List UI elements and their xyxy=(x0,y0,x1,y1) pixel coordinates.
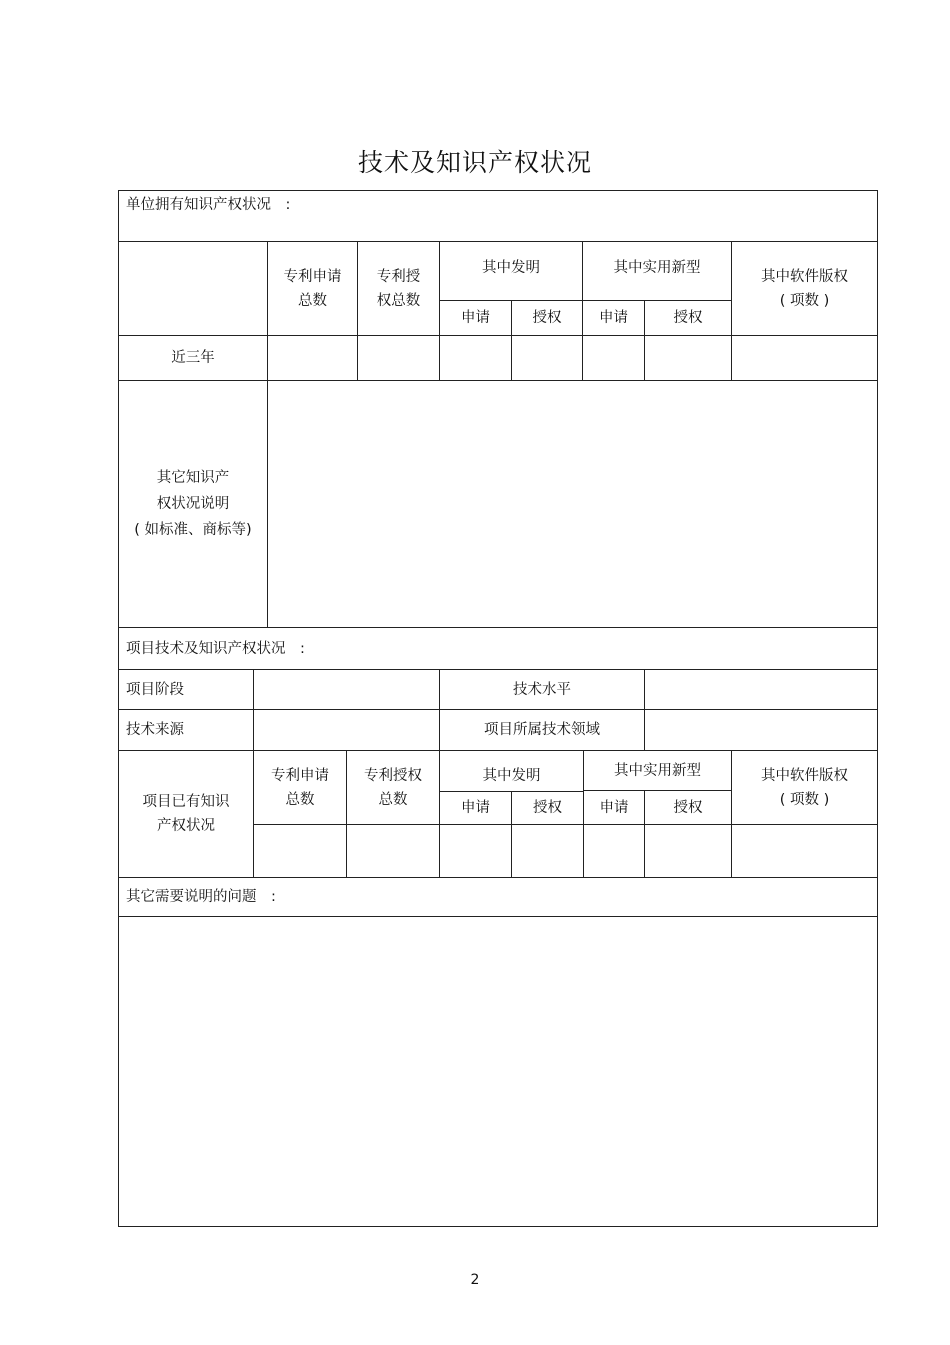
project-software-header: 其中软件版权 ( 项数 ) xyxy=(761,767,848,808)
patent-apply-total-header: 专利申请 总数 xyxy=(283,268,342,309)
col-divider xyxy=(644,669,645,750)
tech-source-label: 技术来源 xyxy=(126,722,184,738)
patent-grant-total-header: 专利授 权总数 xyxy=(376,268,421,309)
project-invention-header: 其中发明 xyxy=(482,768,541,784)
tech-field-label: 项目所属技术领域 xyxy=(484,722,600,738)
project-invention-grant-header: 授权 xyxy=(533,800,562,816)
project-invention-apply-header: 申请 xyxy=(461,800,490,816)
row-divider xyxy=(118,916,878,917)
project-utility-apply-header: 申请 xyxy=(599,799,629,816)
project-patent-apply-total-header: 专利申请 总数 xyxy=(271,767,329,808)
utility-grant-header: 授权 xyxy=(673,310,703,326)
recent-three-years-label: 近三年 xyxy=(171,350,215,366)
project-patent-grant-total-header: 专利授权 总数 xyxy=(364,767,422,808)
col-divider xyxy=(253,669,254,750)
other-issues-label: 其它需要说明的问题 : xyxy=(126,889,276,905)
project-utility-header: 其中实用新型 xyxy=(614,762,701,779)
invention-header: 其中发明 xyxy=(482,260,540,276)
invention-apply-header: 申请 xyxy=(461,310,490,326)
project-ip-status-label: 项目技术及知识产权状况 : xyxy=(126,640,305,657)
page-title: 技术及知识产权状况 xyxy=(357,148,592,177)
invention-grant-header: 授权 xyxy=(532,310,562,326)
utility-header: 其中实用新型 xyxy=(613,260,701,276)
project-stage-label: 项目阶段 xyxy=(126,681,184,698)
project-ip-label: 项目已有知识 产权状况 xyxy=(142,794,230,834)
page-number: 2 xyxy=(470,1272,480,1288)
other-ip-label: 其它知识产 权状况说明 ( 如标准、商标等) xyxy=(134,470,252,538)
utility-apply-header: 申请 xyxy=(599,310,628,326)
software-header: 其中软件版权 ( 项数 ) xyxy=(761,268,848,309)
tech-level-label: 技术水平 xyxy=(513,681,571,698)
unit-ip-status-label: 单位拥有知识产权状况 : xyxy=(126,197,291,213)
project-utility-grant-header: 授权 xyxy=(673,799,703,816)
